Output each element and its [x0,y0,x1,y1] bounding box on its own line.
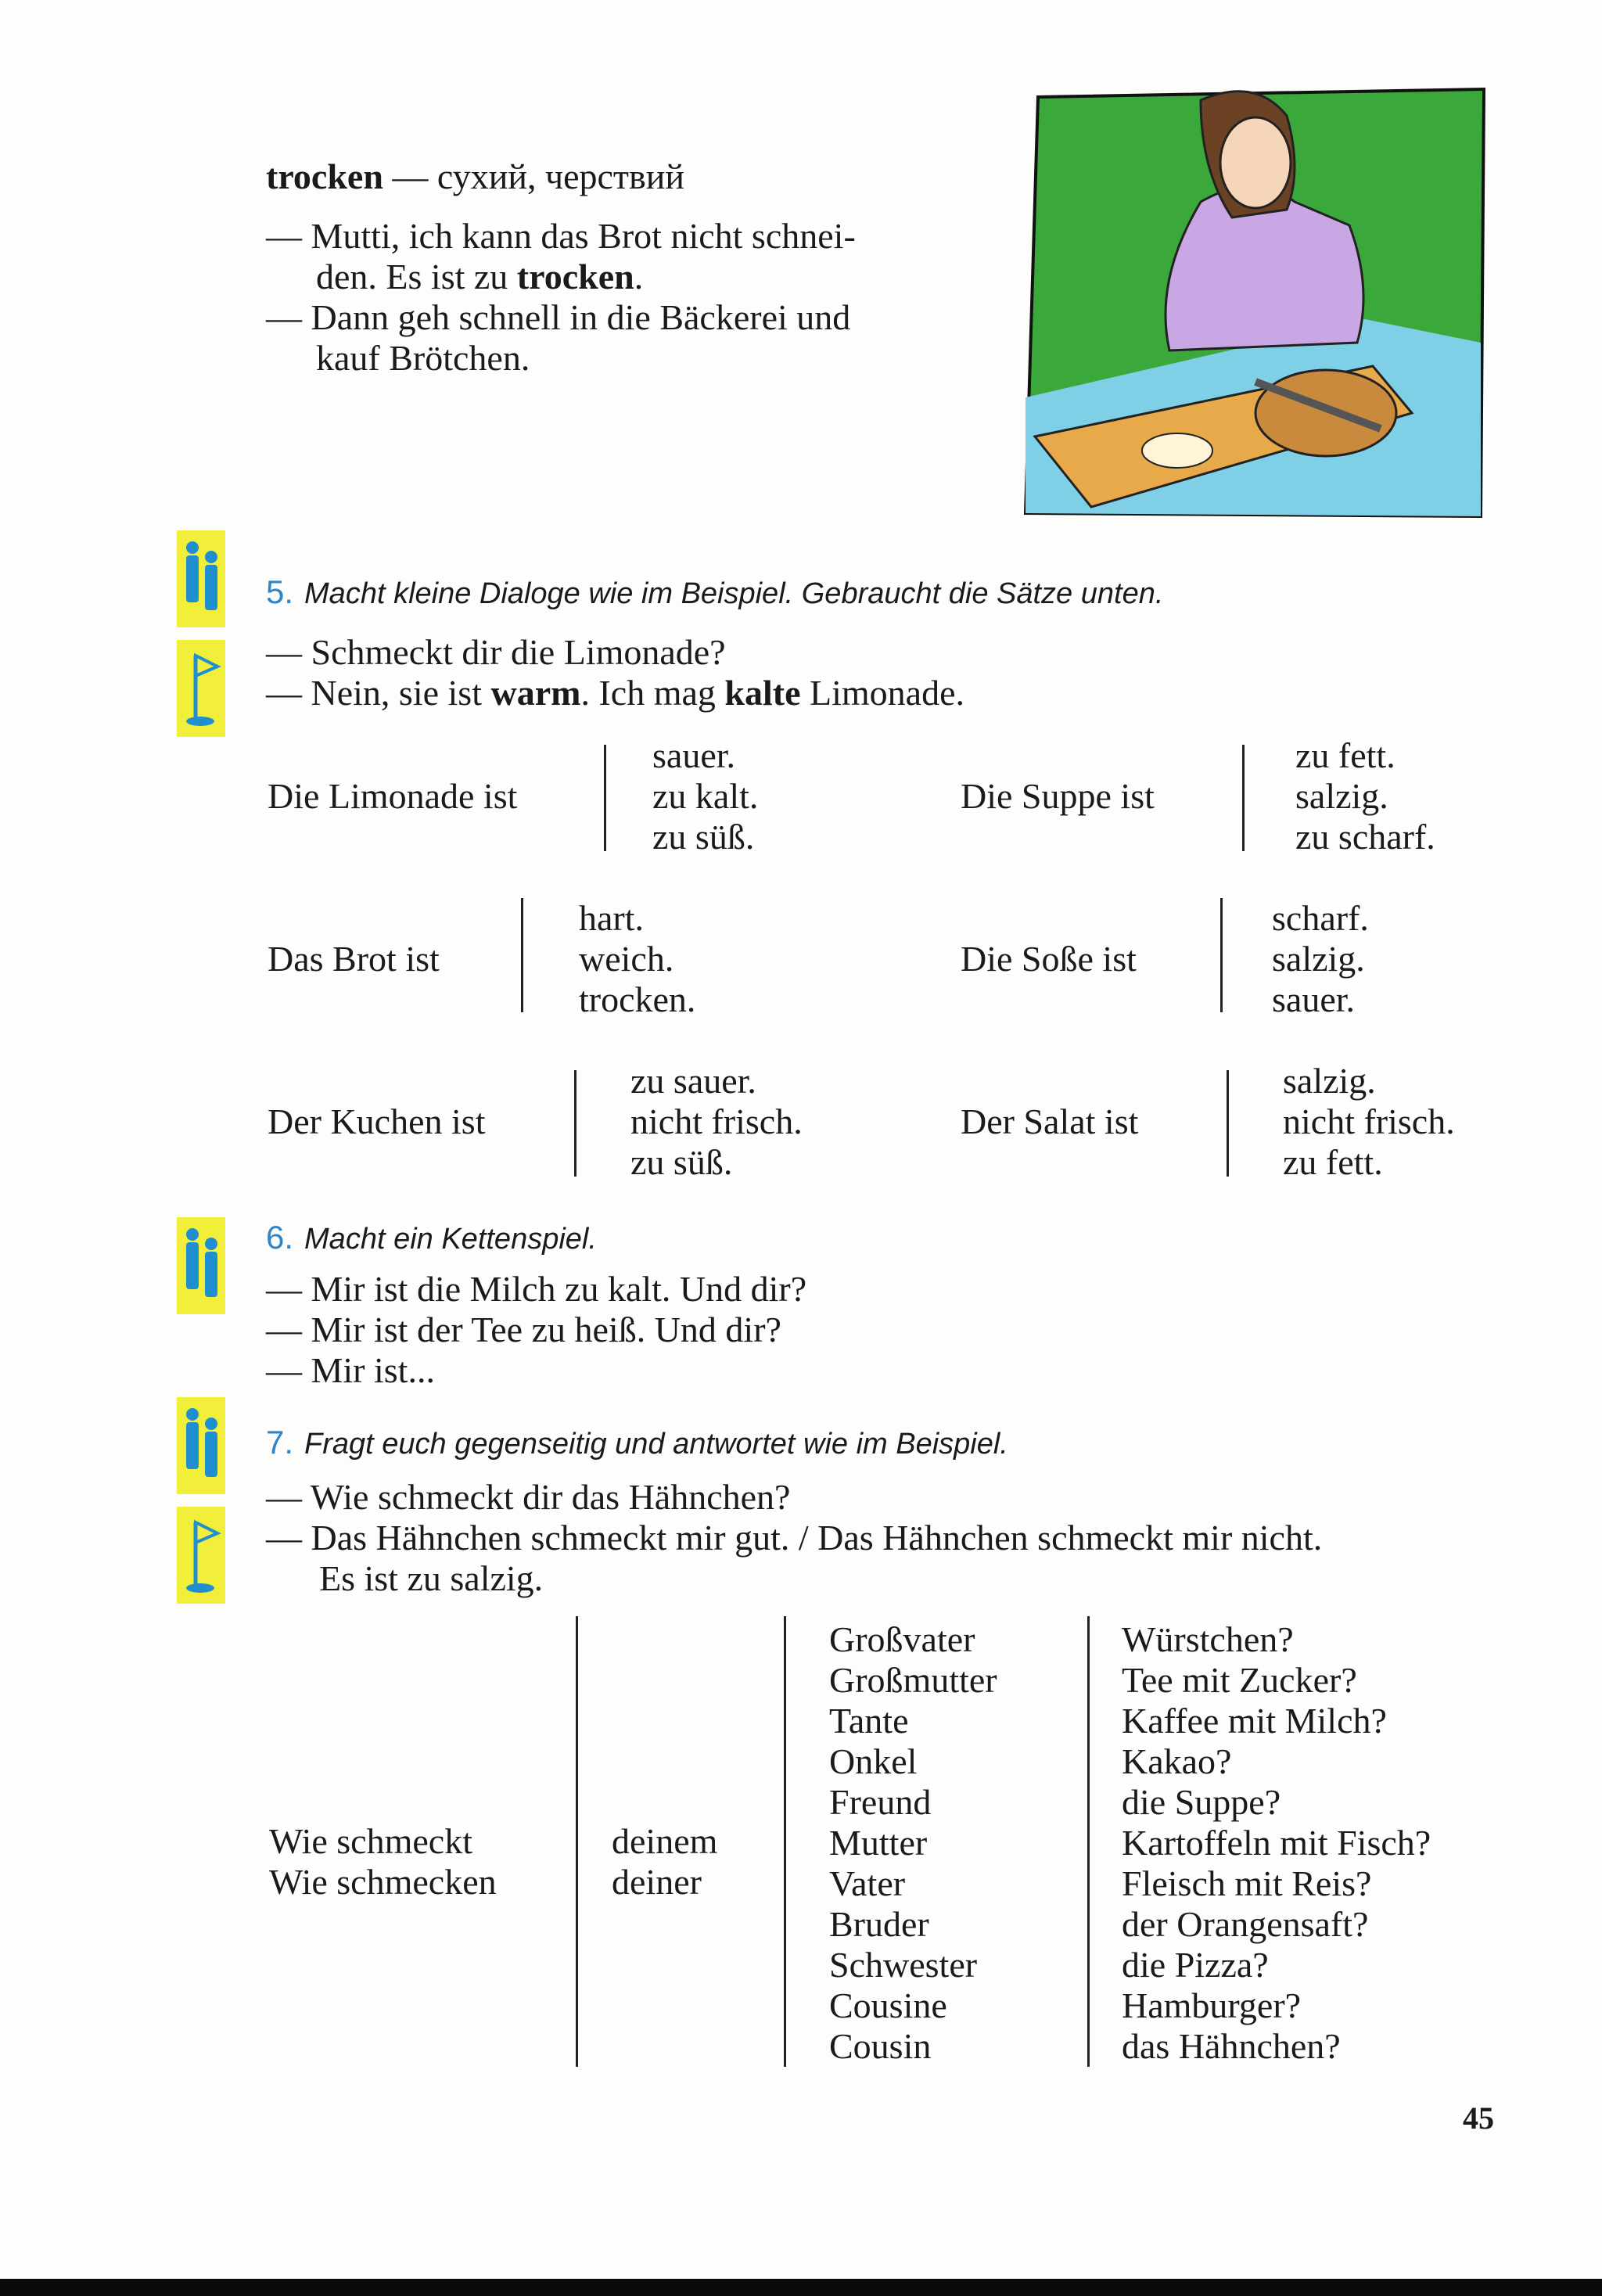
group-subject: Der Salat ist [961,1101,1139,1141]
group-options: sauer. zu kalt. zu süß. [652,735,759,857]
vocab-dialogue [266,216,856,379]
task7-col-relatives: Großvater Großmutter Tante Onkel Freund Mutter Vater Bruder Schwester Cousine Cousin [829,1619,997,2066]
two-people-icon [177,1217,225,1314]
group-subject: Die Soße ist [961,939,1137,979]
vocab-header [266,156,684,197]
task7-col-verbs: Wie schmeckt Wie schmecken [269,1821,497,1902]
task5-example [266,632,964,713]
example-line: — Nein, sie ist warm. Ich mag kalte Limonade. [266,673,964,713]
task7-number: 7. [266,1424,294,1461]
scan-bottom-edge [0,2279,1602,2296]
group-options: zu sauer. nicht frisch. zu süß. [630,1061,803,1182]
task7-example: — Wie schmeckt dir das Hähnchen? — Das Hähnchen schmeckt mir gut. / Das Hähnchen schmeckt mir nicht. Es ist zu salzig. [266,1477,1323,1598]
flag-example-icon [177,640,225,737]
task7-col-pronouns: deinem deiner [612,1821,718,1902]
vocab-line: kauf Brötchen. [316,338,530,378]
two-people-icon [177,530,225,627]
pair-work-icon-box [177,1217,225,1314]
group-subject: Die Suppe ist [961,776,1155,816]
bread-cutting-illustration [1021,84,1490,523]
task6-lines: — Mir ist die Milch zu kalt. Und dir? — Mir ist der Tee zu heiß. Und dir? — Mir ist... [266,1269,807,1390]
two-people-icon [177,1397,225,1494]
group-subject: Das Brot ist [268,939,440,979]
example-line: — Schmeckt dir die Limonade? [266,632,726,672]
divider [1220,898,1223,1012]
task7-col-foods: Würstchen? Tee mit Zucker? Kaffee mit Milch? Kakao? die Suppe? Kartoffeln mit Fisch? Fleisch mit Reis? der Orangensaft? die Pizza? Hamburger? das Hähnchen? [1122,1619,1431,2066]
task5-instruction: 5. Macht kleine Dialoge wie im Beispiel. Gebraucht die Sätze unten. [266,573,1164,610]
group-subject: Die Limonade ist [268,776,518,816]
group-options: hart. weich. trocken. [579,898,696,1019]
pair-work-icon-box [177,1397,225,1494]
vocab-translation: — сухий, черствий [392,156,684,196]
divider [1227,1070,1229,1177]
task6-number: 6. [266,1219,294,1256]
group-options: scharf. salzig. sauer. [1272,898,1369,1019]
vocab-line: den. Es ist zu trocken. [316,257,644,296]
task5-number: 5. [266,573,294,610]
divider [604,745,606,851]
divider [576,1616,578,2067]
task7-instruction: 7. Fragt euch gegenseitig und antwortet wie im Beispiel. [266,1424,1008,1461]
group-options: salzig. nicht frisch. zu fett. [1283,1061,1455,1182]
divider [1087,1616,1090,2067]
example-icon-box [177,1507,225,1604]
divider [1242,745,1245,851]
vocab-line: — Dann geh schnell in die Bäckerei und [266,297,851,337]
task6-instruction: 6. Macht ein Kettenspiel. [266,1219,597,1256]
pair-work-icon-box [177,530,225,627]
divider [574,1070,577,1177]
divider [521,898,523,1012]
example-icon-box [177,640,225,737]
divider [784,1616,786,2067]
page-number: 45 [1463,2100,1494,2136]
vocab-line: — Mutti, ich kann das Brot nicht schnei- [266,216,856,256]
group-subject: Der Kuchen ist [268,1101,486,1141]
vocab-word: trocken [266,156,383,196]
flag-example-icon [177,1507,225,1604]
group-options: zu fett. salzig. zu scharf. [1295,735,1435,857]
